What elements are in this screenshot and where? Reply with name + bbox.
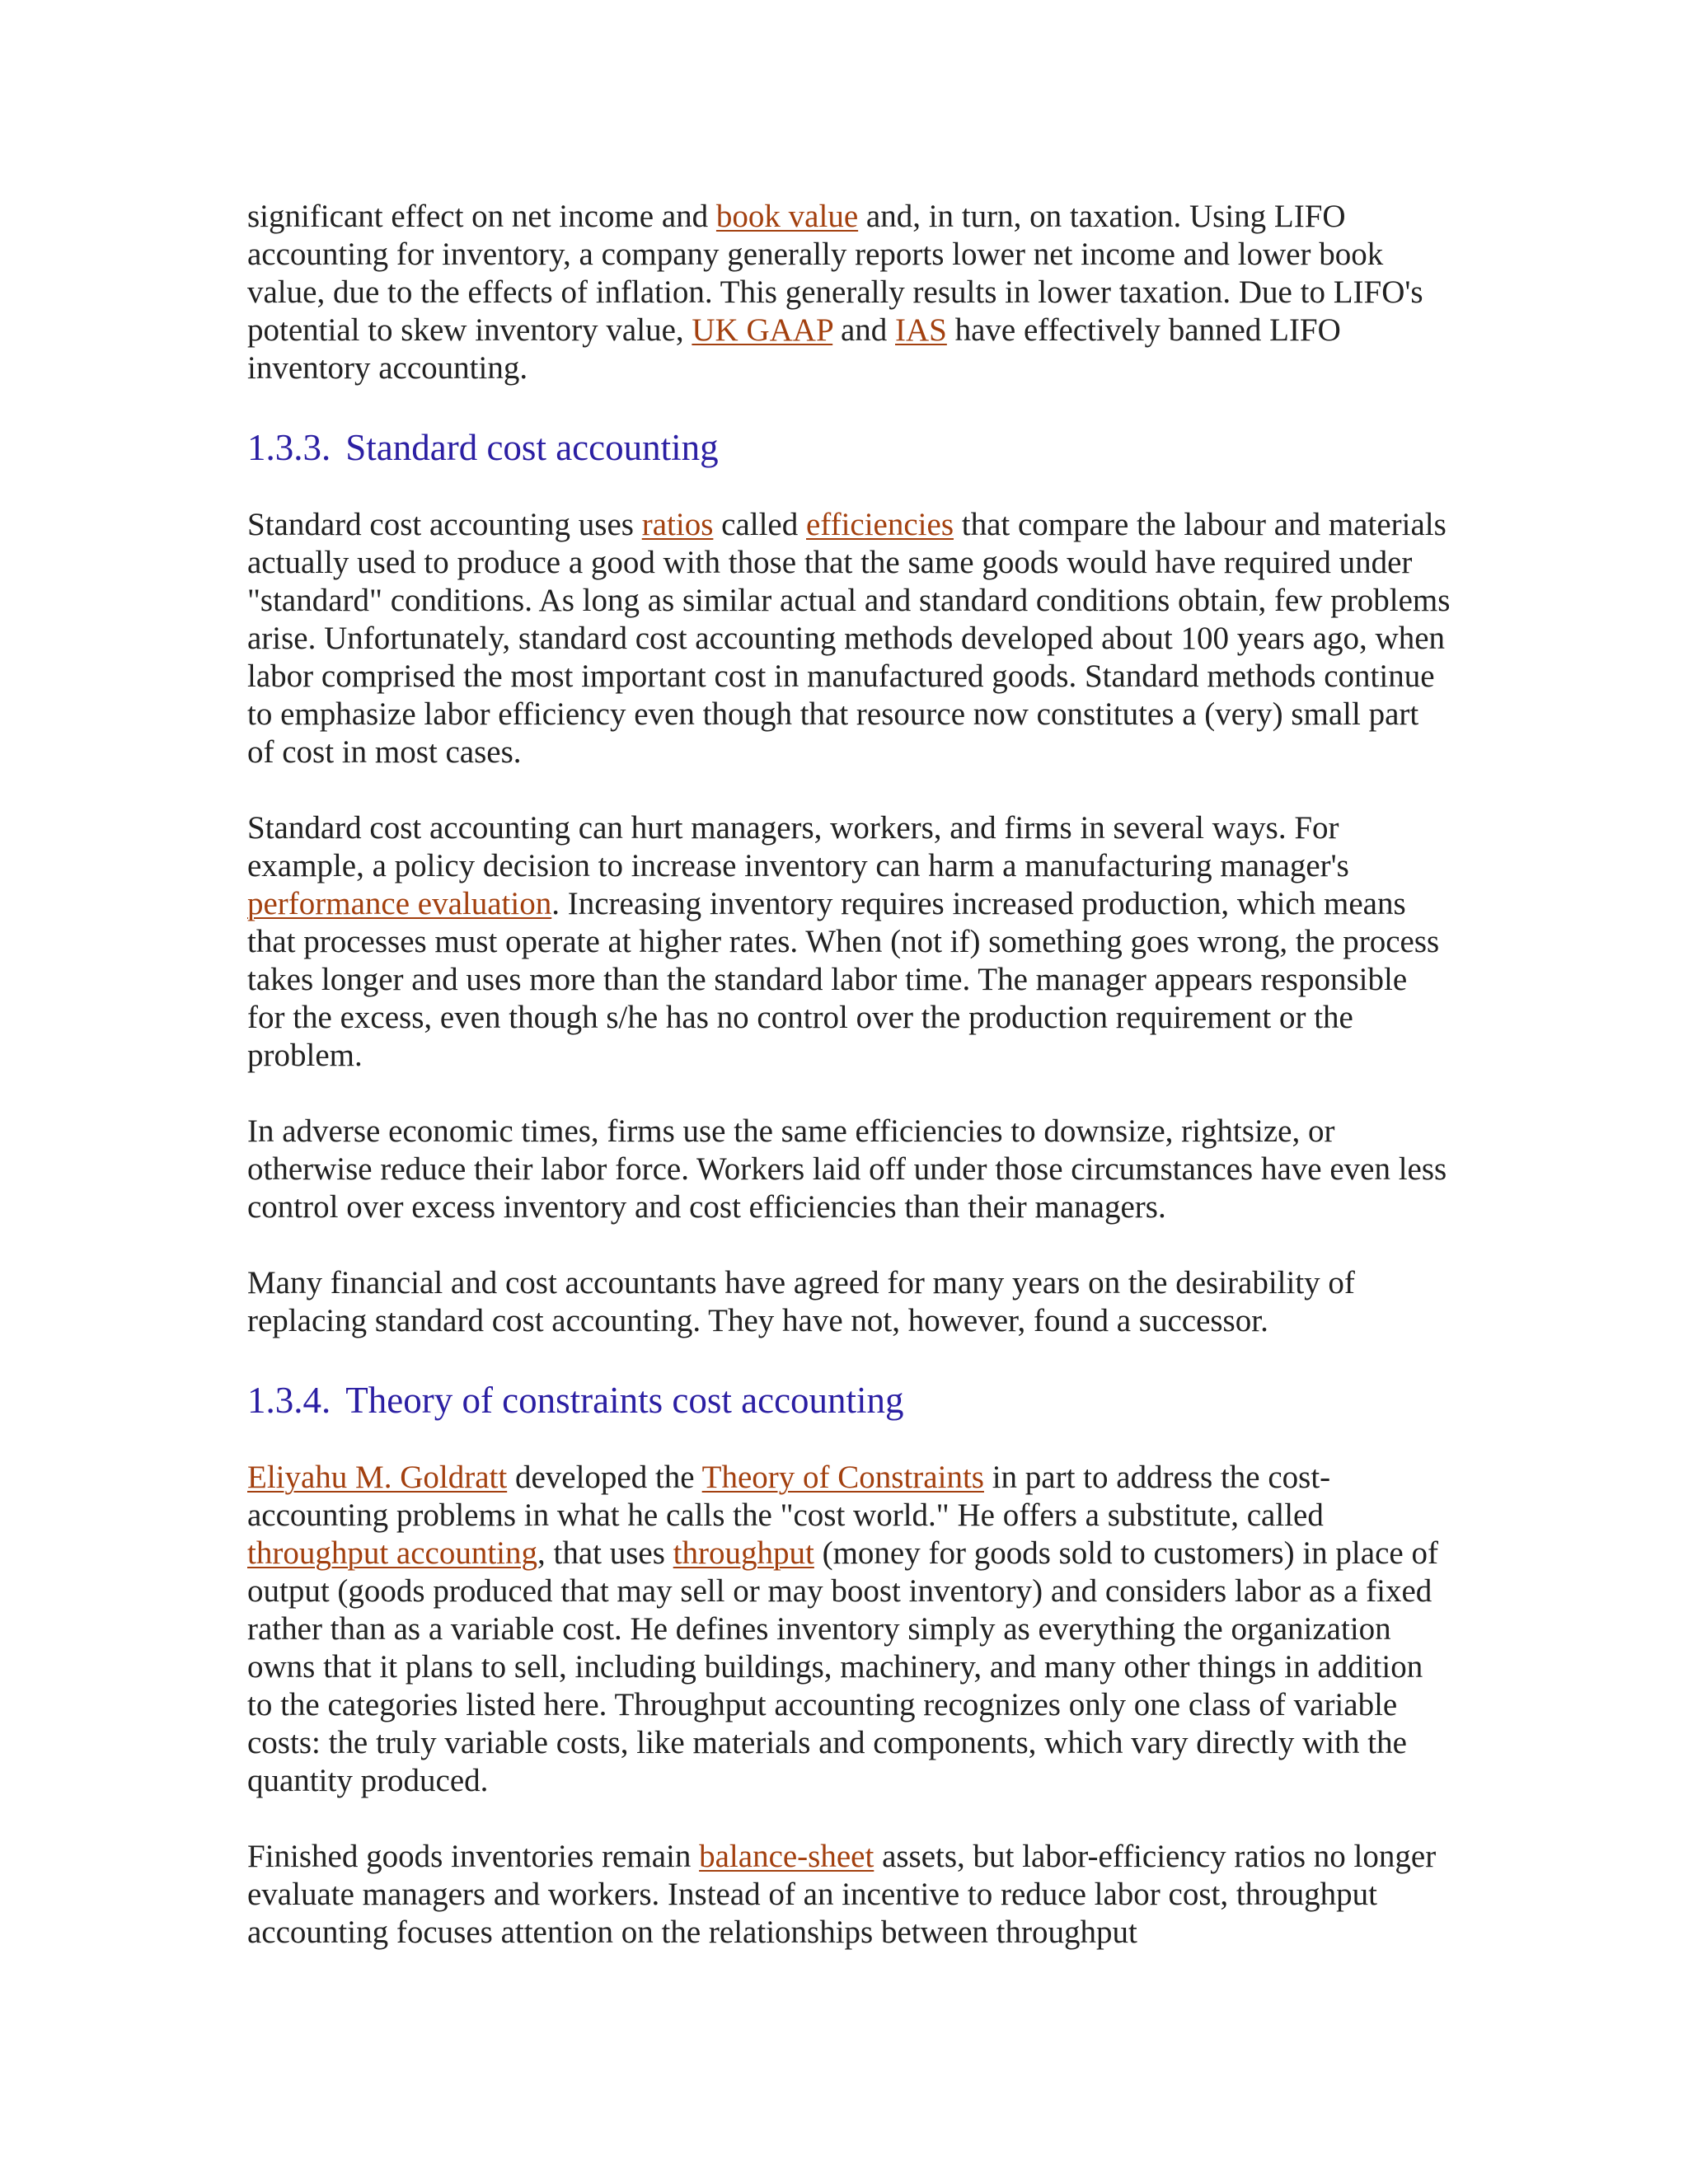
link-ias[interactable]: IAS <box>895 312 947 348</box>
text: assets, but labor-efficiency ratios no longer evaluate managers and workers. Instead of an incentive to reduce labor cost, throughput accounting focuses attention on the relationships between throughput <box>247 1839 1437 1950</box>
link-goldratt[interactable]: Eliyahu M. Goldratt <box>247 1460 508 1495</box>
link-throughput-accounting[interactable]: throughput accounting <box>247 1535 538 1571</box>
link-efficiencies[interactable]: efficiencies <box>806 507 954 542</box>
link-theory-of-constraints[interactable]: Theory of Constraints <box>701 1460 984 1495</box>
text: Standard cost accounting can hurt managers, workers, and firms in several ways. For example, a policy decision to increase inventory can harm a manufacturing manager's <box>247 810 1349 883</box>
text: Standard cost accounting uses <box>247 507 642 542</box>
paragraph-toc-1 <box>247 1459 1451 1800</box>
link-book-value[interactable]: book value <box>715 199 859 234</box>
paragraph-standard-1 <box>247 506 1451 771</box>
paragraph-standard-3: In adverse economic times, firms use the same efficiencies to downsize, rightsize, or otherwise reduce their labor force. Workers laid off under those circumstances have even less control over excess inventory and cost efficiencies than their managers. <box>247 1113 1447 1225</box>
link-throughput[interactable]: throughput <box>673 1535 814 1571</box>
text: and <box>832 312 896 348</box>
text: and, in turn, on taxation. Using LIFO accounting for inventory, a company generally reports lower net income and lower book value, due to the effects of inflation. This generally results in lower taxation. Due to LIFO's potential to skew inventory value, <box>247 199 1423 348</box>
link-ratios[interactable]: ratios <box>641 507 714 542</box>
paragraph-lifo <box>247 198 1451 387</box>
paragraph-standard-4: Many financial and cost accountants have agreed for many years on the desirability of replacing standard cost accounting. They have not, however, found a successor. <box>247 1265 1355 1338</box>
heading-standard-cost-accounting <box>247 425 1451 470</box>
section-title: Theory of constraints cost accounting <box>345 1380 904 1421</box>
text: that compare the labour and materials actually used to produce a good with those that the same goods would have required under "standard" conditions. As long as similar actual and standard conditions obtain, few problems arise. Unfortunately, standard cost accounting methods developed about 100 years ago, when labor comprised the most important cost in manufactured goods. Standard methods continue to emphasize labor efficiency even though that resource now constitutes a (very) small part of cost in most cases. <box>247 507 1451 770</box>
text: have effectively banned LIFO inventory accounting. <box>247 312 1341 386</box>
section-title: Standard cost accounting <box>345 427 719 468</box>
text: , that uses <box>537 1535 673 1571</box>
text: developed the <box>507 1460 702 1495</box>
text: in part to address the cost-accounting problems in what he calls the "cost world." He offers a substitute, called <box>247 1460 1331 1533</box>
text: (money for goods sold to customers) in place of output (goods produced that may sell or may boost inventory) and considers labor as a fixed rather than as a variable cost. He defines inventory simply as everything the organization owns that it plans to sell, including buildings, machinery, and many other things in addition to the categories listed here. Throughput accounting recognizes only one class of variable costs: the truly variable costs, like materials and components, which vary directly with the quantity produced. <box>247 1535 1438 1798</box>
heading-theory-of-constraints <box>247 1378 1451 1422</box>
link-performance-evaluation[interactable]: performance evaluation <box>247 886 552 921</box>
text: significant effect on net income and <box>247 199 716 234</box>
text: called <box>713 507 806 542</box>
section-number: 1.3.3. <box>247 427 331 468</box>
paragraph-standard-2 <box>247 809 1451 1075</box>
paragraph-toc-2 <box>247 1838 1451 1952</box>
text: . Increasing inventory requires increased production, which means that processes must operate at higher rates. When (not if) something goes wrong, the process takes longer and uses more than the standard labor time. The manager appears responsible for the excess, even though s/he has no control over the production requirement or the problem. <box>247 886 1440 1073</box>
text: Finished goods inventories remain <box>247 1839 700 1874</box>
link-balance-sheet[interactable]: balance-sheet <box>699 1839 874 1874</box>
document-page <box>247 198 1451 1990</box>
link-uk-gaap[interactable]: UK GAAP <box>692 312 833 348</box>
section-number: 1.3.4. <box>247 1380 331 1421</box>
